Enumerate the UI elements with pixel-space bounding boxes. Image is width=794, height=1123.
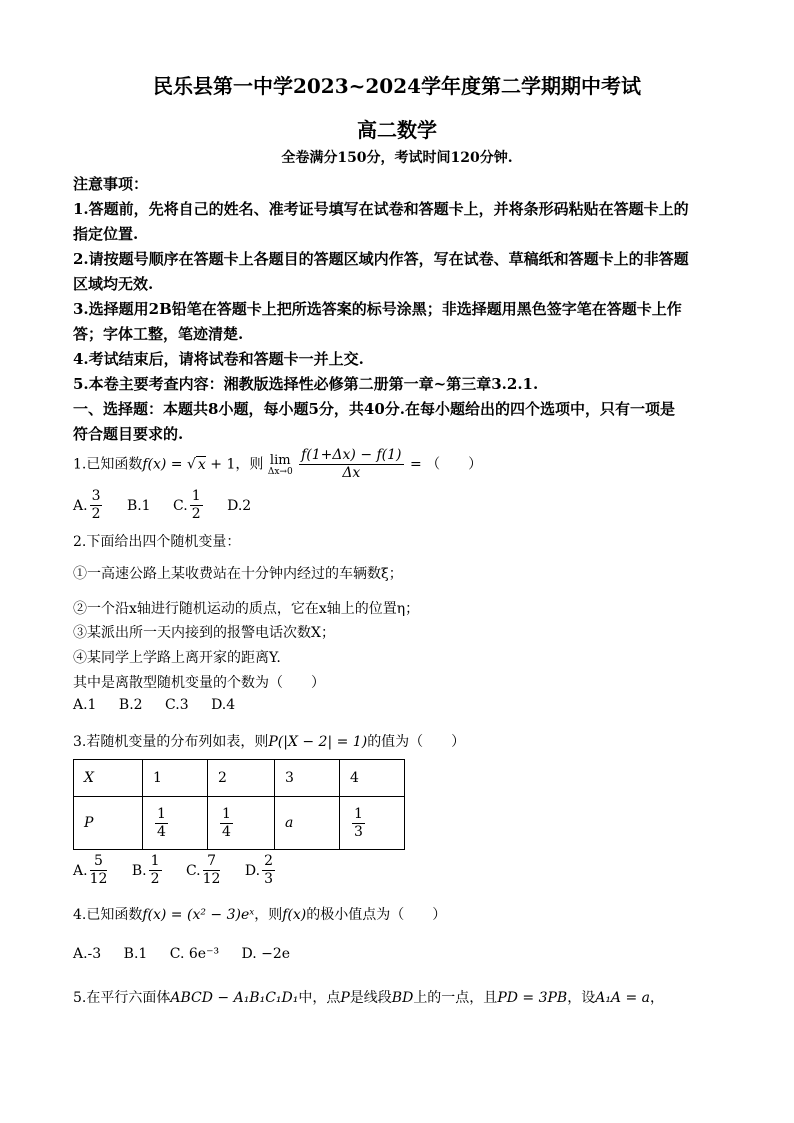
q1-prefix: 1.已知函数 (73, 456, 143, 473)
distribution-table (73, 759, 405, 850)
table-cell: X (74, 760, 143, 797)
notice-line: 2.请按题号顺序在答题卡上各题目的答题区域内作答，写在试卷、草稿纸和答题卡上的非答题 (73, 250, 689, 268)
q2-question: 其中是离散型随机变量的个数为（ ） (73, 675, 325, 691)
q1-tail: = （ ） (405, 456, 483, 473)
q1-option-c: C. $\frac{1}{2}$ (173, 488, 201, 522)
notice-line: 区域均无效. (73, 275, 154, 293)
exam-subject: 高二数学 (357, 118, 437, 142)
q3-option-c: C. $\frac{7}{12}$ (185, 853, 221, 887)
q1-option-d: D.2 (227, 497, 252, 514)
table-cell: $\frac{1}{4}$ (143, 797, 208, 850)
q2-option-a: A.1 (73, 697, 97, 713)
notice-line: 1.答题前，先将自己的姓名、准考证号填写在试卷和答题卡上，并将条形码粘贴在答题卡上的 (73, 200, 689, 218)
table-cell: $\frac{1}{3}$ (340, 797, 405, 850)
q4-option-d: D. −2e (241, 946, 291, 962)
table-cell: $\frac{1}{4}$ (208, 797, 275, 850)
q1-option-b: B.1 (126, 497, 151, 514)
question-2-options (73, 697, 253, 713)
notice-heading: 注意事项： (73, 175, 149, 193)
q1-func: f(x) = (142, 456, 187, 473)
q1-sqrt: x (197, 456, 206, 473)
q3-option-d: D. $\frac{2}{3}$ (244, 853, 274, 887)
question-4-stem: 4.已知函数f(x) = (x² − 3)eˣ，则f(x)的极小值点为（ ） (73, 907, 447, 923)
table-cell: 4 (340, 760, 405, 797)
exam-title: 民乐县第一中学2023~2024学年度第二学期期中考试 (152, 74, 642, 98)
q5-vector: A₁A = a (595, 990, 651, 1006)
table-row (74, 760, 405, 797)
table-cell: a (275, 797, 340, 850)
q2-option-d: D.4 (211, 697, 236, 713)
question-1-stem: 1.已知函数f(x) = √ x + 1，则 lim Δx→0 $\frac{f(1+\Delta x) - f(1)}{\Delta x}$ = （ ） (73, 447, 483, 481)
question-3-options (73, 853, 295, 888)
question-1-options (73, 488, 269, 523)
q2-item-4: ④某同学上学路上离开家的距离Y. (73, 650, 281, 666)
notice-line: 4.考试结束后，请将试卷和答题卡一并上交. (73, 350, 364, 368)
q5-solid: ABCD − A₁B₁C₁D₁ (170, 990, 299, 1006)
q3-option-b: B. $\frac{1}{2}$ (131, 853, 160, 887)
question-4-options (73, 946, 308, 962)
table-cell: P (74, 797, 143, 850)
notice-line: 指定位置. (73, 225, 139, 243)
question-5-stem: 5.在平行六面体ABCD − A₁B₁C₁D₁中，点P是线段BD上的一点，且PD = 3PB，设A₁A = a， (73, 990, 665, 1006)
table-cell: 1 (143, 760, 208, 797)
section-heading: 一、选择题：本题共8小题，每小题5分，共40分.在每小题给出的四个选项中，只有一项是 (73, 400, 675, 418)
q1-option-a: A. $\frac{3}{2}$ (73, 488, 101, 522)
q2-item-3: ③某派出所一天内接到的报警电话次数X； (73, 625, 335, 641)
q1-plus: + 1 (205, 456, 236, 473)
table-cell: 3 (275, 760, 340, 797)
q4-option-b: B.1 (123, 946, 148, 962)
section-heading-cont: 符合题目要求的. (73, 425, 184, 443)
q3-option-a: A. $\frac{5}{12}$ (73, 853, 108, 887)
q1-fraction: $\frac{f(1+\Delta x) - f(1)}{\Delta x}$ (301, 447, 402, 481)
q4-func: f(x) = (x² − 3)eˣ (142, 907, 255, 923)
notice-line: 答；字体工整，笔迹清楚. (73, 325, 244, 343)
q5-relation: PD = 3PB (497, 990, 568, 1006)
q1-limit: lim Δx→0 (267, 452, 293, 477)
q2-item-1: ①一高速公路上某收费站在十分钟内经过的车辆数ξ； (73, 566, 403, 582)
table-row (74, 797, 405, 850)
q4-option-c: C. 6e⁻³ (169, 946, 220, 962)
notice-line: 5.本卷主要考查内容：湘教版选择性必修第二册第一章~第三章3.2.1. (73, 375, 539, 393)
q1-then: ，则 (235, 456, 264, 473)
q2-option-b: B.2 (118, 697, 143, 713)
exam-info: 全卷满分150分，考试时间120分钟. (281, 150, 513, 166)
q3-probability: P(|X − 2| = 1) (268, 734, 368, 750)
notice-line: 3.选择题用2B铅笔在答题卡上把所选答案的标号涂黑；非选择题用黑色签字笔在答题卡上作 (73, 300, 682, 318)
table-cell: 2 (208, 760, 275, 797)
q2-item-2: ②一个沿x轴进行随机运动的质点，它在x轴上的位置η； (73, 601, 420, 617)
question-3-stem: 3.若随机变量的分布列如表，则P(|X − 2| = 1)的值为（ ） (73, 734, 466, 750)
q2-option-c: C.3 (165, 697, 189, 713)
question-2-stem: 2.下面给出四个随机变量： (73, 534, 241, 550)
q4-option-a: A.-3 (73, 946, 102, 962)
